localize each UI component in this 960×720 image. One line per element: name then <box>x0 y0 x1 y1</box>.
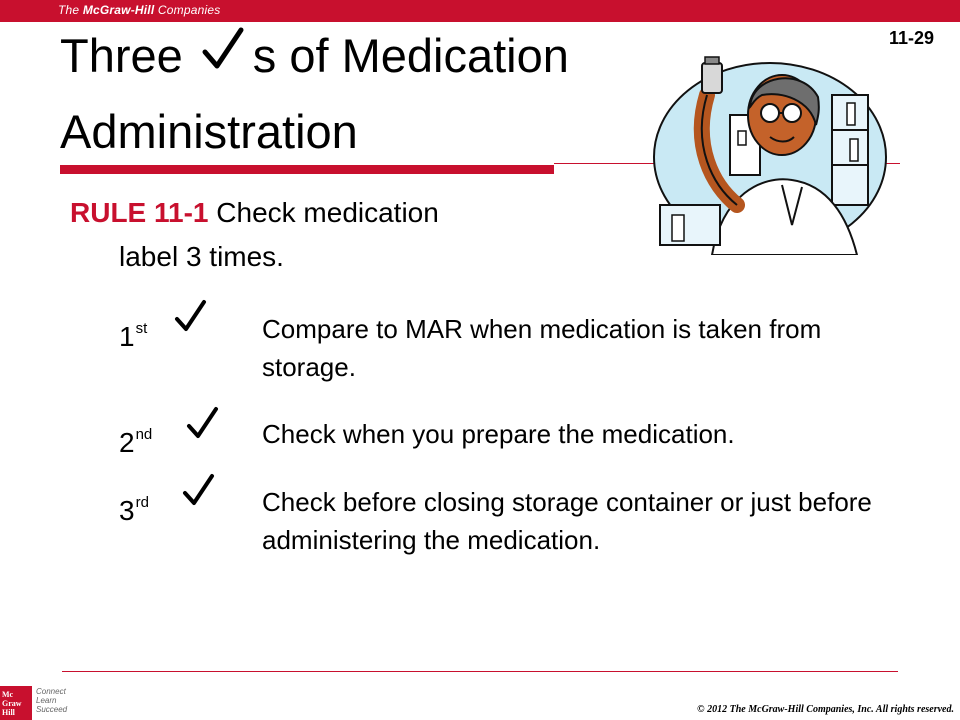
tagline-word: Connect <box>36 687 66 696</box>
ordinal-number: 2 <box>119 427 135 458</box>
title-part2: s of Medication <box>252 29 569 82</box>
ordinal-suffix: nd <box>135 426 153 443</box>
rule-text-line1: Check medication <box>208 197 439 228</box>
publisher-banner-text <box>58 3 220 17</box>
title-underline <box>60 165 554 174</box>
footer-divider <box>62 671 898 672</box>
brand-suffix: Companies <box>154 3 221 17</box>
rule-statement <box>70 196 439 230</box>
brand-name: McGraw-Hill <box>82 3 155 17</box>
slide-number: 11-29 <box>888 28 934 48</box>
check-mark-icon <box>197 24 247 74</box>
check-description-2: Check when you prepare the medication. <box>262 419 735 449</box>
slide-title-line2: Administration <box>60 105 358 158</box>
check-ordinal-2 <box>119 418 152 460</box>
check-description-3: Check before closing storage container or just before administering the medication. <box>262 487 872 555</box>
rule-text-line2: label 3 times. <box>119 241 284 272</box>
brand-prefix: The <box>58 3 83 17</box>
check-ordinal-3 <box>119 486 149 528</box>
check-mark-icon <box>180 472 216 508</box>
mcgraw-hill-logo <box>0 686 32 720</box>
ordinal-number: 1 <box>119 321 135 352</box>
title-part1: Three <box>60 29 183 82</box>
tagline-word: Learn <box>36 696 57 705</box>
slide-title-line1 <box>60 24 569 84</box>
tagline-word: Succeed <box>36 705 68 714</box>
check-ordinal-1 <box>119 312 147 354</box>
ordinal-number: 3 <box>119 495 135 526</box>
check-description-1: Compare to MAR when medication is taken from storage. <box>262 314 822 382</box>
pharmacist-clipart <box>642 55 888 255</box>
copyright-notice: © 2012 The McGraw-Hill Companies, Inc. All rights reserved. <box>697 704 954 715</box>
rule-label: RULE 11-1 <box>70 197 209 228</box>
logo-tagline <box>36 687 67 714</box>
check-mark-icon <box>184 405 220 441</box>
ordinal-suffix: st <box>135 320 148 337</box>
logo-text: Mc Graw Hill <box>2 690 22 717</box>
ordinal-suffix: rd <box>135 494 149 511</box>
top-banner <box>0 0 960 22</box>
check-mark-icon <box>172 298 208 334</box>
